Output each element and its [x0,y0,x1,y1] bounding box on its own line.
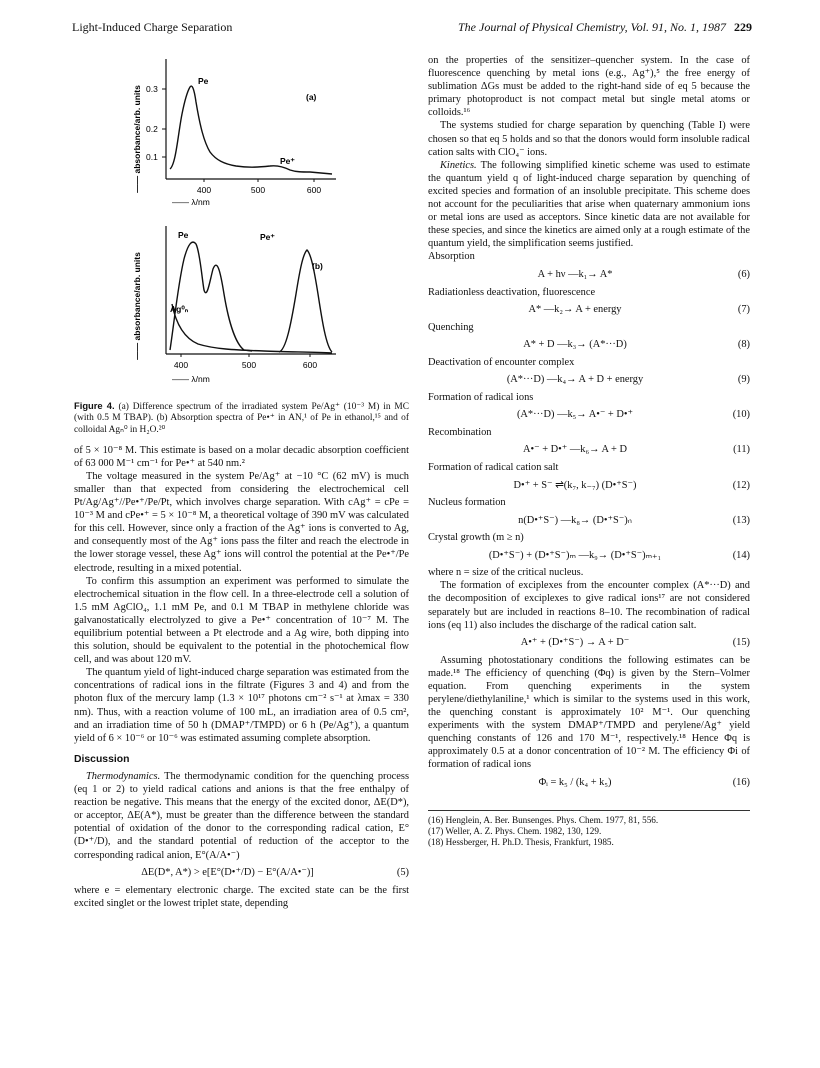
equation-number: (8) [737,339,750,351]
step-label: Radiationless deactivation, fluorescence [428,286,596,298]
equation-expression: A•⁻ + D•⁺ —k₆→ A + D [522,444,628,456]
equation-expression: (A*···D) —k₄→ A + D + energy [506,374,644,386]
panel-b [132,226,336,384]
footnote-references [428,810,750,848]
panel-a-xlabel: —— λ/nm [172,197,210,207]
xtick-label: 500 [241,360,257,370]
equation-6 [428,264,750,286]
xtick-label: 500 [250,185,266,195]
equation-number: (14) [732,549,750,561]
step-label: Formation of radical ions [428,391,534,403]
equation-number: (10) [732,409,750,421]
paragraph: of 5 × 10⁻⁸ M. This estimate is based on a molar decadic absorption coefficient of 63 000 M⁻¹ cm⁻¹ for Pe•⁺ at 540 nm.² [74,444,409,469]
equation-16 [428,772,750,794]
subsection-heading: Kinetics. [440,159,477,171]
journal-citation: The Journal of Physical Chemistry, Vol. 91, No. 1, 1987 [458,20,726,34]
panel-b-label: (b) [312,261,323,271]
panel-a [132,59,336,207]
step-label: Absorption [428,251,475,263]
section-heading: Discussion [74,753,130,765]
step-label: Recombination [428,426,492,438]
xtick-label: 400 [173,360,189,370]
peak-label-pe-plus: Pe⁺ [260,232,275,242]
ytick-label: 0.1 [146,152,158,162]
equation-number: (15) [732,637,750,649]
equation-number: (13) [732,514,750,526]
reference-18: (18) Hessberger, H. Ph.D. Thesis, Frankfurt, 1985. [428,836,614,847]
equation-expression: n(D•⁺S⁻) —k₈→ (D•⁺S⁻)ₙ [518,514,632,526]
equation-expression: (D•⁺S⁻) + (D•⁺S⁻)ₘ —k₉→ (D•⁺S⁻)ₘ₊₁ [488,549,662,561]
step-label: Formation of radical cation salt [428,461,559,473]
equation-number: (12) [732,479,750,491]
paragraph: To confirm this assumption an experiment was performed to simulate the electrochemical situation in the flow cell. In a three-electrode cell a solution of 1.5 mM AgClO₄, 1.1 mM Pe, and 0.1 M TBAP in methylene chloride was galvanostatically electrolyzed to give a Pe•⁺ concentration of 10⁻⁷ M. The equilibrium potential between a Pt electrode and a Ag wire, both dipping into this solution, should be equivalent to the potential in the photochemical flow cell, and was about 120 mV. [74,575,409,666]
equation-expression: A* —k₂→ A + energy [528,304,622,316]
equation-5 [74,862,409,884]
equation-number: (16) [732,777,750,789]
paragraph: on the properties of the sensitizer–quencher system. In the case of fluorescence quenching by metal ions (e.g., Ag⁺),⁵ the free energy of sublimation ΔGs must be added to the right-hand side of eq 5 because the primary photoproduct is not compact metal but single metal atoms or colloids.¹⁶ [428,55,750,119]
equation-12 [428,474,750,496]
paragraph [428,159,750,251]
panel-a-label: (a) [306,92,317,102]
figure-caption [74,400,409,436]
step-label: Deactivation of encounter complex [428,356,575,368]
subsection-heading: Thermodynamics. [86,770,161,782]
paragraph: Assuming photostationary conditions the following estimates can be made.¹⁸ The efficiency of quenching (Φq) is given by the Stern–Volmer equation. From quenching experiments in the system perylene/diethylaniline,¹ which is similar to the systems used in this work, the quenching constant is approximately 10² M⁻¹. Our quenching experiments with the system DMAP⁺/TMPD and perylene/Ag⁺ yield quenching constants of 126 and 170 M⁻¹, respectively.¹⁸ Hence Φq is approximately 0.5 at a donor concentration of 10⁻² M. The efficiency Φi of formation of radical ions [428,654,750,771]
pe-absorption-curve [170,242,252,351]
equation-expression: ΔE(D*, A*) > e[E°(D•⁺/D) − E°(A/A•⁻)] [141,867,314,879]
equation-10 [428,404,750,426]
panel-b-xlabel: —— λ/nm [172,374,210,384]
silver-colloid-curve [172,304,332,353]
right-column [428,54,750,848]
peak-label-pe: Pe [178,230,189,240]
equation-number: (5) [396,867,409,879]
paragraph: The voltage measured in the system Pe/Ag⁺ at −10 °C (62 mV) is much smaller than that expected from considering the electrochemical cell Pt/Ag/Ag⁺//Pe•⁺/Pe/Pt, which involves charge separation. With cAg⁺ = cPe = 10⁻³ M and cPe•⁺ = 5 × 10⁻⁸ M, a theoretical voltage of 390 mV was calculated for this cell. However, since only a fraction of the Ag⁺ ions is converted to Ag, and consequently most of the Ag⁺ ions pass the filter and reach the electrode in the lower storage vessel, these Ag⁺ ions will control the potential at the Pe•⁺/Pe electrode, resulting in a mixed potential. [74,470,409,574]
equation-14 [428,544,750,566]
step-label: Nucleus formation [428,497,506,509]
equation-expression: (A*···D) —k₅→ A•⁻ + D•⁺ [516,409,634,421]
ytick-label: 0.3 [146,84,158,94]
equation-expression: A* + D —k₃→ (A*···D) [523,339,627,351]
paragraph-text: The thermodynamic condition for the quenching process (eq 1 or 2) to yield radical cations and anions is that the free enthalpy of reaction be negative. This means that the energy of the excited donor, ΔE(D*), or acceptor, ΔE(A*), must be greater than the difference between the standard potential of oxidation of the donor to the corresponding radical cation, E°(D•⁺/D), and the standard potential of reduction of the acceptor to the corresponding radical anion, E°(A/A•⁻) [74,770,409,861]
peak-label-pe: Pe [198,76,209,86]
equation-number: (6) [737,268,750,280]
equation-number: (7) [737,304,750,316]
left-column [74,54,409,910]
equation-expression: Φᵢ = k₅ / (k₄ + k₅) [538,777,612,789]
step-label: Quenching [428,321,474,333]
paragraph: where e = elementary electronic charge. The excited state can be the first excited singlet or the lowest triplet state, depending [74,884,409,909]
paragraph-text: The following simplified kinetic scheme was used to estimate the quantum yield q of light-induced charge separation by quenching of excited species and formation of an insoluble precipitate. This scheme does not account for the peculiarities that arise when quaternary ammonium ions or metal ions are used as acceptors. Since kinetic data are not available for these species, and since the kinetics are aimed only at a rough estimate of the quantum yield, the simplification seems justified. [428,159,750,250]
peak-label-ag: Ag⁰ₙ [170,304,189,314]
figure-caption-label: Figure 4. [74,400,115,412]
ytick-label: 0.2 [146,124,158,134]
pe-radical-cation-curve [279,250,332,352]
xtick-label: 600 [306,185,322,195]
step-label: where n = size of the critical nucleus. [428,567,584,579]
equation-expression: A + hν —k₁→ A* [537,268,613,280]
equation-7 [428,299,750,321]
reference-17: (17) Weller, A. Z. Phys. Chem. 1982, 130, 129. [428,825,602,836]
equation-8 [428,334,750,356]
paragraph: The formation of exciplexes from the encounter complex (A*···D) and the decomposition of exciplexes to give radical ions¹⁷ are not considered separately but are included in reactions 8–10. The recombination of radical ions (eq 11) also includes the discharge of the radical cation salt. [428,580,750,631]
equation-13 [428,509,750,531]
equation-11 [428,439,750,461]
equation-9 [428,369,750,391]
xtick-label: 400 [196,185,212,195]
panel-b-ylabel: —— absorbance/arb. units [132,252,142,360]
peak-label-pe-plus: Pe⁺ [280,156,295,166]
figure-caption-text: (a) Difference spectrum of the irradiated system Pe/Ag⁺ (10⁻³ M) in MC (with 0.5 M TBAP). (b) Absorption spectra of Pe•⁺ in AN,¹ of Pe in ethanol,¹⁵ and of colloidal Agₙ⁰ in H₂O.²⁰ [74,402,409,435]
figure-4-spectra [74,54,409,394]
paragraph: The quantum yield of light-induced charge separation was estimated from the concentrations of radical ions in the filtrate (Figures 3 and 4) and from the photon flux of the mercury lamp (1.3 × 10¹⁷ photons cm⁻² s⁻¹ at λmax = 330 nm). Thus, with a reaction volume of 100 mL, an irradiation area of 0.5 cm², and an irradiation time of 50 h (DMAP⁺/TMPD) or 6 h (Pe/Ag⁺), a quantum yield of 6 × 10⁻⁶ or 10⁻⁶ was estimated assuming complete absorption. [74,667,409,744]
equation-number: (11) [733,444,750,456]
paragraph: The systems studied for charge separation by quenching (Table I) were chosen so that eq 5 holds and so that the donors would form insoluble radical cation salts with ClO₄⁻ ions. [428,120,750,158]
page-number: 229 [734,20,752,34]
reference-16: (16) Henglein, A. Ber. Bunsenges. Phys. Chem. 1977, 81, 556. [428,814,659,825]
paragraph [74,770,409,862]
equation-number: (9) [737,374,750,386]
panel-a-ylabel: —— absorbance/arb. units [132,85,142,193]
step-label: Crystal growth (m ≥ n) [428,532,524,544]
equation-expression: D•⁺ + S⁻ ⇌(k₇, k₋₇) (D•⁺S⁻) [513,479,637,491]
equation-15 [428,632,750,654]
running-head-right [458,20,752,35]
running-head-left: Light-Induced Charge Separation [72,20,233,34]
equation-expression: A•⁺ + (D•⁺S⁻) → A + D⁻ [520,637,630,649]
xtick-label: 600 [302,360,318,370]
